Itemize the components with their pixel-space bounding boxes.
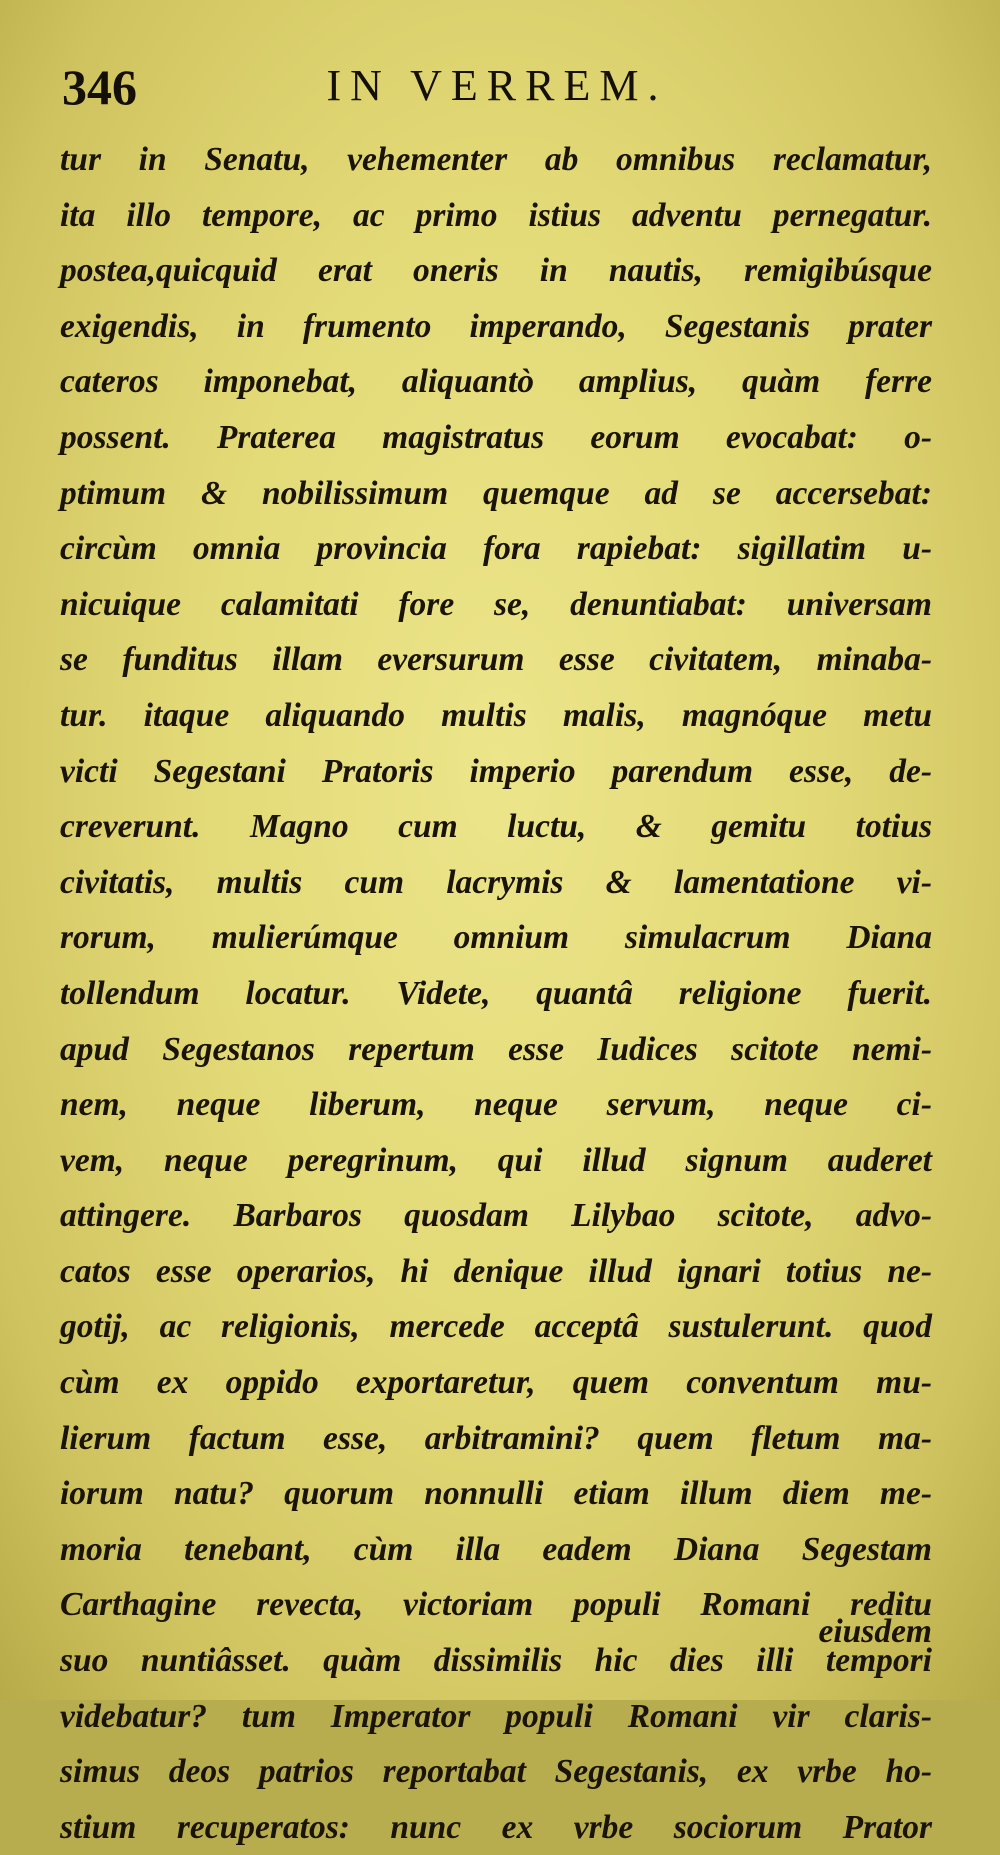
text-line: gotij, ac religionis, mercede acceptâ sustulerunt. quod [60,1308,932,1346]
text-line: iorum natu? quorum nonnulli etiam illum diem me- [60,1475,932,1513]
text-line: circùm omnia provincia fora rapiebat: sigillatim u- [60,530,932,568]
page-number: 346 [62,59,137,115]
text-line: Carthagine revecta, victoriam populi Romani reditu [60,1586,932,1624]
text-line: cùm ex oppido exportaretur, quem conventum mu- [60,1364,932,1402]
text-line: postea,quicquid erat oneris in nautis, remigibúsque [60,252,932,290]
text-line: nem, neque liberum, neque servum, neque ci- [60,1086,932,1124]
text-line: apud Segestanos repertum esse Iudices scitote nemi- [60,1030,932,1068]
text-line: catos esse operarios, hi denique illud ignari totius ne- [60,1252,932,1290]
text-line: se funditus illam eversurum esse civitatem, minaba- [60,641,932,679]
catchword: eiusdem [818,1613,932,1650]
text-line: attingere. Barbaros quosdam Lilybao scitote, advo- [60,1197,932,1235]
text-line: ptimum & nobilissimum quemque ad se accersebat: [60,474,932,512]
text-line: moria tenebant, cùm illa eadem Diana Segestam [60,1530,932,1568]
text-line: tur in Senatu, vehementer ab omnibus reclamatur, [60,141,932,178]
text-line: videbatur? tum Imperator populi Romani vir claris- [60,1697,932,1735]
text-line: tur. itaque aliquando multis malis, magnóque metu [60,696,932,734]
text-line: rorum, mulierúmque omnium simulacrum Diana [60,919,932,957]
body-text [60,132,932,1855]
text-line: possent. Praterea magistratus eorum evocabat: o- [60,418,932,456]
text-line: stium recuperatos: nunc ex vrbe sociorum Prator [60,1808,932,1846]
text-line: lierum factum esse, arbitramini? quem fletum ma- [60,1419,932,1457]
running-head: IN VERREM. [326,61,668,110]
text-line: vem, neque peregrinum, qui illud signum auderet [60,1141,932,1179]
text-line: creverunt. Magno cum luctu, & gemitu totius [60,808,932,846]
text-line: tollendum locatur. Videte, quantâ religione fuerit. [60,974,932,1012]
text-line: cateros imponebat, aliquantò amplius, quàm ferre [60,363,932,401]
text-line: civitatis, multis cum lacrymis & lamentatione vi- [60,863,932,901]
text-line: exigendis, in frumento imperando, Segestanis prater [60,307,932,345]
text-line: nicuique calamitati fore se, denuntiabat: universam [60,585,932,623]
page-header [62,58,932,118]
text-line: victi Segestani Pratoris imperio parendum esse, de- [60,752,932,790]
text-line: ita illo tempore, ac primo istius adventu pernegatur. [60,196,932,234]
text-line: simus deos patrios reportabat Segestanis, ex vrbe ho- [60,1753,932,1791]
text-line: suo nuntiâsset. quàm dissimilis hic dies illi tempori [60,1642,932,1680]
